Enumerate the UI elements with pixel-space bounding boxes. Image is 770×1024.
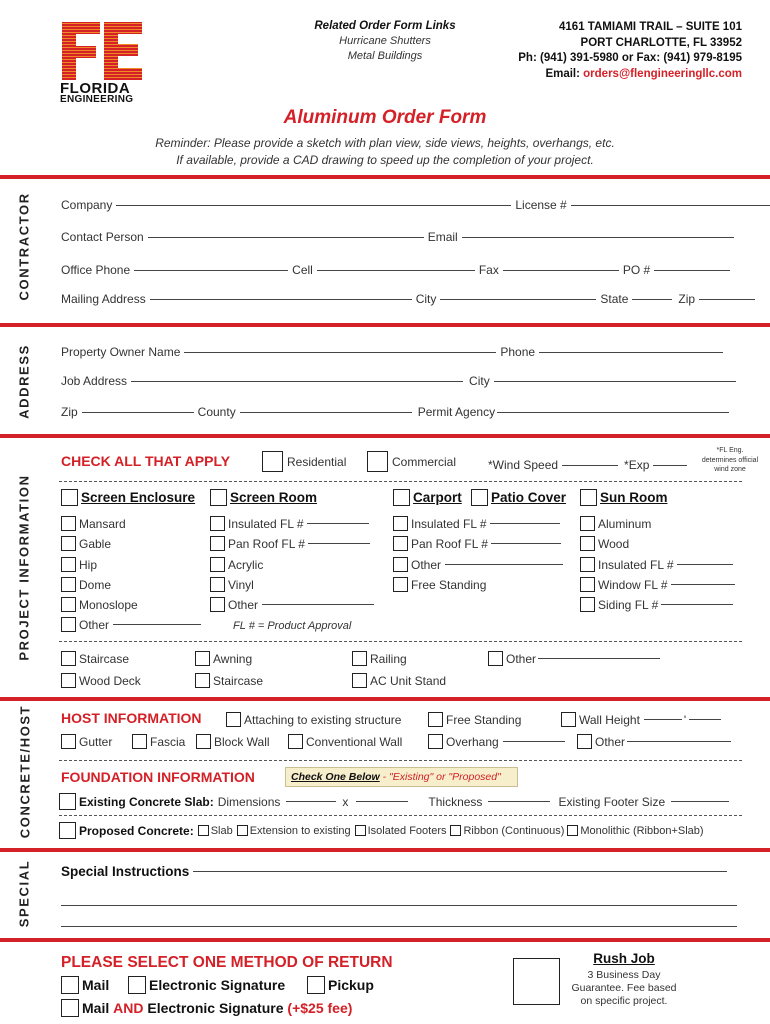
footer-field[interactable]	[671, 801, 729, 802]
field-feet[interactable]	[644, 719, 682, 720]
host-fascia[interactable]	[132, 734, 185, 749]
cp-pan-roof[interactable]	[393, 536, 561, 551]
screen-enclosure-label: Screen Enclosure	[81, 490, 196, 505]
dimensions-field-1[interactable]	[286, 801, 336, 802]
return-pickup[interactable]	[307, 976, 374, 994]
job-address-label: Job Address	[61, 374, 128, 388]
label: Overhang	[446, 734, 499, 749]
sr-pan-roof[interactable]	[210, 536, 370, 551]
isolated-label: Isolated Footers	[367, 824, 447, 837]
separator-red	[0, 175, 770, 179]
monolithic-checkbox[interactable]	[567, 825, 578, 836]
checkbox[interactable]	[61, 597, 76, 612]
row-phones	[61, 263, 730, 277]
rush-line1: 3 Business Day	[587, 969, 661, 981]
note-line3: wind zone	[714, 466, 746, 473]
return-esig[interactable]	[128, 976, 285, 994]
permit-field[interactable]	[497, 412, 729, 413]
phone-fax: Ph: (941) 391-5980 or Fax: (941) 979-8195	[518, 52, 742, 64]
rush-job-title: Rush Job	[593, 951, 655, 966]
label: Window FL #	[598, 577, 668, 592]
label: Other	[79, 617, 110, 632]
field[interactable]	[661, 604, 733, 605]
extra-railing[interactable]	[352, 651, 407, 666]
special-field-1[interactable]	[193, 871, 727, 872]
label: Hip	[79, 557, 98, 572]
city-label: City	[415, 292, 437, 306]
host-other[interactable]	[577, 734, 731, 749]
sun-siding[interactable]	[580, 597, 733, 612]
email-label: Email:	[545, 67, 584, 80]
owner-field[interactable]	[184, 352, 496, 353]
fl-note: FL # = Product Approval	[233, 620, 352, 632]
email-link[interactable]: orders@flengineeringllc.com	[583, 67, 742, 80]
and-label: AND	[113, 1000, 144, 1016]
logo-text-engineering: ENGINEERING	[60, 94, 134, 105]
row-zip	[61, 405, 729, 419]
company-field[interactable]	[116, 205, 511, 206]
label: Other	[411, 557, 442, 572]
contact-label: Contact Person	[61, 230, 144, 244]
city-field[interactable]	[440, 299, 596, 300]
checkbox[interactable]	[195, 673, 210, 688]
label: Free Standing	[446, 712, 522, 727]
sun-wood[interactable]	[580, 536, 629, 551]
checkbox[interactable]	[226, 712, 241, 727]
zip-field[interactable]	[699, 299, 755, 300]
return-mail-and-esig[interactable]	[61, 999, 352, 1017]
screen-room-label: Screen Room	[230, 490, 318, 505]
related-links	[300, 20, 470, 62]
host-block-wall[interactable]	[196, 734, 270, 749]
reminder-line1: Reminder: Please provide a sketch with plan view, side views, heights, overhangs, etc.	[155, 136, 615, 150]
sun-window[interactable]	[580, 577, 735, 592]
return-heading: PLEASE SELECT ONE METHOD OF RETURN	[61, 954, 393, 971]
label: Vinyl	[228, 577, 254, 592]
po-label: PO #	[622, 263, 651, 277]
extension-label: Extension to existing	[249, 824, 351, 837]
separator-red	[0, 323, 770, 327]
permit-label: Permit Agency	[417, 405, 496, 419]
logo-text-florida: FLORIDA	[60, 80, 131, 97]
sr-insulated[interactable]	[210, 516, 369, 531]
row-job	[61, 374, 736, 388]
host-gutter[interactable]	[61, 734, 112, 749]
existing-slab-row	[59, 793, 729, 810]
label: Conventional Wall	[306, 734, 403, 749]
related-links-title: Related Order Form Links	[314, 20, 456, 32]
label: Pickup	[328, 977, 374, 993]
screen-room-checkbox[interactable]	[210, 489, 227, 506]
job-city-label: City	[469, 374, 490, 388]
mail-label: Mail	[82, 1000, 110, 1016]
label: Other	[228, 597, 259, 612]
checkbox[interactable]	[196, 734, 211, 749]
patio-cover-checkbox[interactable]	[471, 489, 488, 506]
special-field-2[interactable]	[61, 905, 737, 906]
carport-checkbox[interactable]	[393, 489, 410, 506]
sr-acrylic[interactable]	[210, 557, 263, 572]
link-metal-buildings[interactable]: Metal Buildings	[347, 50, 423, 62]
field[interactable]	[538, 658, 660, 659]
zip-label: Zip	[678, 292, 696, 306]
extra-ac-unit[interactable]	[352, 673, 446, 688]
checkbox[interactable]	[61, 577, 76, 592]
label: Siding FL #	[598, 597, 659, 612]
label: Block Wall	[214, 734, 270, 749]
ribbon-checkbox[interactable]	[450, 825, 461, 836]
slab-label: Slab	[210, 824, 233, 837]
proposed-row	[59, 822, 704, 839]
residential-option[interactable]	[262, 451, 346, 472]
host-attaching[interactable]	[226, 712, 401, 727]
contact-field[interactable]	[148, 237, 424, 238]
x-label: x	[342, 794, 349, 809]
host-wall-height[interactable]: Wall Height '	[561, 712, 721, 727]
commercial-label: Commercial	[392, 454, 457, 469]
field[interactable]	[262, 604, 374, 605]
county-field[interactable]	[240, 412, 412, 413]
field[interactable]	[490, 523, 560, 524]
cp-other[interactable]	[393, 557, 563, 572]
checkbox[interactable]	[580, 597, 595, 612]
exp-field[interactable]	[653, 465, 687, 466]
foundation-heading: FOUNDATION INFORMATION	[61, 769, 255, 785]
checkbox[interactable]	[61, 673, 76, 688]
separator-red	[0, 434, 770, 438]
extra-staircase-2[interactable]	[195, 673, 263, 688]
checkbox[interactable]	[61, 976, 79, 994]
label: Fascia	[150, 734, 186, 749]
patio-cover-label: Patio Cover	[491, 490, 567, 505]
special-row	[61, 864, 727, 879]
field[interactable]	[307, 523, 369, 524]
label: Dome	[79, 577, 112, 592]
label: AC Unit Stand	[370, 673, 447, 688]
dashed-divider	[59, 815, 742, 816]
office-phone-field[interactable]	[134, 270, 288, 271]
ribbon-label: Ribbon (Continuous)	[463, 824, 565, 837]
cell-label: Cell	[292, 263, 313, 277]
residential-label: Residential	[287, 454, 347, 469]
address-line1: 4161 TAMIAMI TRAIL – SUITE 101	[559, 21, 742, 33]
job-address-field[interactable]	[131, 381, 463, 382]
esig-label: Electronic Signature	[147, 1000, 284, 1016]
checkbox[interactable]	[393, 577, 408, 592]
checkbox[interactable]	[580, 536, 595, 551]
wind-speed-label: *Wind Speed	[488, 458, 559, 472]
label: Insulated FL #	[598, 557, 674, 572]
owner-phone-label: Phone	[500, 345, 536, 359]
rush-job-box	[568, 951, 680, 1007]
field-inches[interactable]	[689, 719, 721, 720]
checkbox[interactable]	[488, 651, 503, 666]
checkbox[interactable]	[352, 673, 367, 688]
host-heading: HOST INFORMATION	[61, 710, 202, 726]
owner-label: Property Owner Name	[61, 345, 181, 359]
checkbox[interactable]	[393, 536, 408, 551]
proposed-checkbox[interactable]	[59, 822, 76, 839]
label: Wood Deck	[79, 673, 141, 688]
cp-free-standing[interactable]	[393, 577, 486, 592]
checkbox[interactable]	[393, 557, 408, 572]
separator-red	[0, 938, 770, 942]
field[interactable]	[445, 564, 563, 565]
exp-label: *Exp	[624, 458, 650, 472]
office-phone-label: Office Phone	[61, 263, 131, 277]
label: Awning	[213, 651, 253, 666]
existing-slab-checkbox[interactable]	[59, 793, 76, 810]
wind-speed	[488, 458, 687, 472]
field[interactable]	[491, 543, 561, 544]
label: Gable	[79, 536, 112, 551]
checkbox[interactable]	[307, 976, 325, 994]
checkbox[interactable]	[61, 536, 76, 551]
label: Insulated FL #	[411, 516, 487, 531]
sun-room-checkbox[interactable]	[580, 489, 597, 506]
job-zip-field[interactable]	[82, 412, 194, 413]
separator-red	[0, 697, 770, 701]
address-line2: PORT CHARLOTTE, FL 33952	[580, 36, 742, 49]
sr-other[interactable]	[210, 597, 374, 612]
checkbox[interactable]	[128, 976, 146, 994]
checkbox[interactable]	[61, 557, 76, 572]
dimensions-field-2[interactable]	[356, 801, 408, 802]
extra-other[interactable]	[488, 651, 660, 666]
cp-insulated[interactable]	[393, 516, 560, 531]
sun-room-label: Sun Room	[600, 490, 668, 505]
label: Wood	[598, 536, 630, 551]
se-other-field[interactable]	[113, 624, 201, 625]
field[interactable]	[627, 741, 731, 742]
row-mailing	[61, 292, 755, 306]
special-instructions-label: Special Instructions	[61, 864, 190, 879]
label: Railing	[370, 651, 407, 666]
company-address	[518, 20, 742, 82]
checkbox[interactable]	[428, 712, 443, 727]
thickness-field[interactable]	[488, 801, 550, 802]
county-label: County	[197, 405, 236, 419]
mailing-label: Mailing Address	[61, 292, 146, 306]
email-field[interactable]	[462, 237, 734, 238]
section-label-concrete: CONCRETE/HOST	[17, 704, 33, 839]
checkbox[interactable]	[61, 516, 76, 531]
cell-field[interactable]	[317, 270, 475, 271]
section-label-special: SPECIAL	[16, 859, 32, 928]
sun-insulated[interactable]	[580, 557, 733, 572]
checkbox[interactable]	[580, 516, 595, 531]
section-label-contractor: CONTRACTOR	[16, 192, 32, 301]
rush-line3: on specific project.	[580, 995, 668, 1007]
return-mail[interactable]	[61, 976, 109, 994]
checkbox[interactable]	[210, 597, 225, 612]
reminder-line2: If available, provide a CAD drawing to speed up the completion of your project.	[176, 153, 594, 167]
row-contact	[61, 230, 734, 244]
screen-enclosure-option[interactable]	[61, 489, 195, 506]
label: Mansard	[79, 516, 126, 531]
checkbox[interactable]	[393, 516, 408, 531]
checkbox[interactable]	[210, 536, 225, 551]
host-overhang[interactable]	[428, 734, 565, 749]
label: Wall Height	[579, 712, 640, 727]
footer-label: Existing Footer Size	[558, 794, 666, 809]
checkbox[interactable]	[210, 516, 225, 531]
job-zip-label: Zip	[61, 405, 78, 419]
checkbox[interactable]	[210, 577, 225, 592]
se-gable[interactable]	[61, 536, 111, 551]
commercial-checkbox[interactable]	[367, 451, 388, 472]
extra-awning[interactable]	[195, 651, 252, 666]
email-line	[518, 67, 742, 83]
sun-aluminum[interactable]	[580, 516, 651, 531]
checkbox[interactable]	[352, 651, 367, 666]
label: Aluminum	[598, 516, 652, 531]
checkbox[interactable]	[195, 651, 210, 666]
logo	[58, 20, 146, 104]
field[interactable]	[503, 741, 565, 742]
state-field[interactable]	[632, 299, 672, 300]
separator-red	[0, 848, 770, 852]
logo-mark	[58, 20, 146, 82]
checkbox[interactable]	[61, 734, 76, 749]
commercial-option[interactable]	[367, 451, 456, 472]
label: Acrylic	[228, 557, 264, 572]
checkbox[interactable]	[577, 734, 592, 749]
isolated-checkbox[interactable]	[355, 825, 366, 836]
wind-speed-field[interactable]	[562, 465, 618, 466]
monolithic-label: Monolithic (Ribbon+Slab)	[580, 824, 704, 837]
section-label-project: PROJECT INFORMATION	[16, 474, 32, 661]
rush-job-checkbox[interactable]	[513, 958, 560, 1005]
extra-staircase[interactable]	[61, 651, 129, 666]
label: Other	[506, 651, 537, 666]
extension-checkbox[interactable]	[237, 825, 248, 836]
email-label-contractor: Email	[427, 230, 458, 244]
label: Pan Roof FL #	[228, 536, 305, 551]
dashed-divider	[59, 481, 742, 482]
screen-enclosure-checkbox[interactable]	[61, 489, 78, 506]
checkbox[interactable]	[210, 557, 225, 572]
link-hurricane-shutters[interactable]: Hurricane Shutters	[339, 35, 431, 47]
mailing-field[interactable]	[150, 299, 412, 300]
fax-label: Fax	[478, 263, 499, 277]
checkbox[interactable]	[580, 557, 595, 572]
label: Pan Roof FL #	[411, 536, 488, 551]
company-label: Company	[61, 198, 113, 212]
carport-label: Carport	[413, 490, 462, 505]
label: Attaching to existing structure	[244, 712, 402, 727]
label: Electronic Signature	[149, 977, 286, 993]
host-conv-wall[interactable]	[288, 734, 402, 749]
checkbox[interactable]	[61, 651, 76, 666]
wind-zone-note	[694, 446, 766, 475]
label: Gutter	[79, 734, 113, 749]
license-field[interactable]	[571, 205, 770, 206]
note-line2: determines official	[701, 456, 759, 464]
checkbox[interactable]	[580, 577, 595, 592]
dashed-divider	[59, 641, 742, 642]
label: Insulated FL #	[228, 516, 304, 531]
rush-line2: Guarantee. Fee based	[571, 982, 677, 994]
label: Staircase	[213, 673, 264, 688]
se-mansard[interactable]	[61, 516, 126, 531]
section-label-address: ADDRESS	[16, 344, 32, 419]
label: Monoslope	[79, 597, 138, 612]
check-one-rest: - "Existing" or "Proposed"	[379, 771, 501, 783]
license-label: License #	[515, 198, 567, 212]
checkbox[interactable]	[61, 999, 79, 1017]
screen-room-option[interactable]	[210, 489, 317, 506]
fee-label: (+$25 fee)	[287, 1000, 353, 1016]
patio-cover-option[interactable]	[471, 489, 566, 506]
dimensions-label: Dimensions	[217, 794, 281, 809]
fax-field[interactable]	[503, 270, 619, 271]
sr-vinyl[interactable]	[210, 577, 254, 592]
thickness-label: Thickness	[428, 794, 483, 809]
sun-room-option[interactable]	[580, 489, 668, 506]
note-line1: *FL Eng.	[716, 447, 744, 454]
checkbox[interactable]	[61, 617, 76, 632]
job-city-field[interactable]	[494, 381, 736, 382]
field[interactable]	[671, 584, 735, 585]
se-monoslope[interactable]	[61, 597, 138, 612]
residential-checkbox[interactable]	[262, 451, 283, 472]
checkbox[interactable]	[288, 734, 303, 749]
se-other[interactable]	[61, 617, 201, 632]
checkbox[interactable]	[132, 734, 147, 749]
field[interactable]	[308, 543, 370, 544]
row-company	[61, 198, 770, 212]
label: Other	[595, 734, 626, 749]
checkbox[interactable]	[561, 712, 576, 727]
state-label: State	[600, 292, 629, 306]
po-field[interactable]	[654, 270, 730, 271]
existing-slab-label: Existing Concrete Slab:	[79, 794, 214, 809]
form-title: Aluminum Order Form	[283, 107, 487, 128]
slab-checkbox[interactable]	[198, 825, 209, 836]
field[interactable]	[677, 564, 733, 565]
label: Free Standing	[411, 577, 487, 592]
label: Staircase	[79, 651, 130, 666]
check-all-heading: CHECK ALL THAT APPLY	[61, 453, 231, 469]
se-dome[interactable]	[61, 577, 111, 592]
label: Mail	[82, 977, 110, 993]
row-owner	[61, 345, 723, 359]
dashed-divider	[59, 760, 742, 761]
extra-wood-deck[interactable]	[61, 673, 141, 688]
host-free-standing[interactable]	[428, 712, 521, 727]
check-one-badge	[285, 767, 518, 787]
se-hip[interactable]	[61, 557, 97, 572]
owner-phone-field[interactable]	[539, 352, 723, 353]
check-one-text: Check One Below	[291, 771, 380, 783]
proposed-label: Proposed Concrete:	[79, 823, 194, 838]
special-field-3[interactable]	[61, 926, 737, 927]
carport-option[interactable]	[393, 489, 462, 506]
checkbox[interactable]	[428, 734, 443, 749]
